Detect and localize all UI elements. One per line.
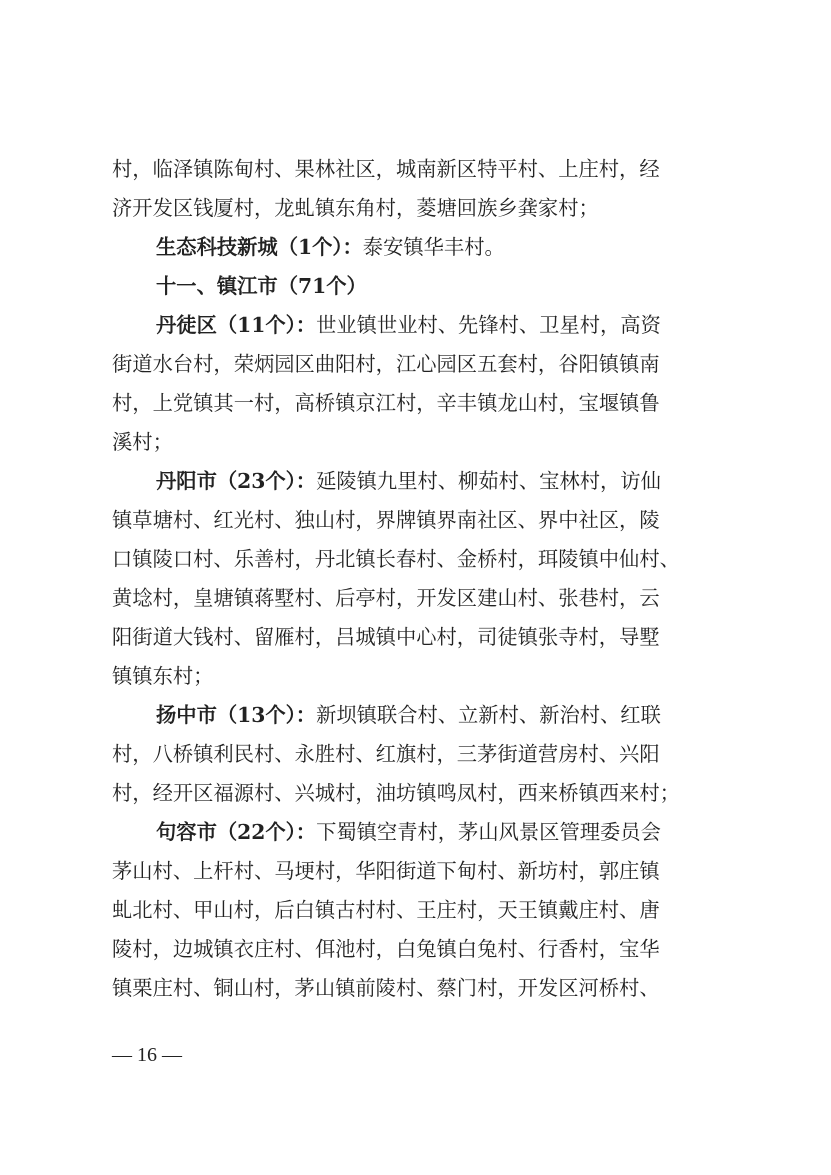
text-line	[112, 345, 722, 384]
section-heading: 十一、镇江市（71个）	[156, 274, 367, 298]
text-line	[112, 423, 722, 462]
line-text: 虬北村、甲山村，后白镇古村村、王庄村，天王镇戴庄村、唐	[112, 898, 660, 922]
text-line	[112, 462, 722, 501]
line-text: 阳街道大钱村、留雁村，吕城镇中心村，司徒镇张寺村，导墅	[112, 625, 660, 649]
text-line	[112, 930, 722, 969]
line-text: 村，经开区福源村、兴城村，油坊镇鸣凤村，西来桥镇西来村；	[112, 781, 680, 805]
page-number: — 16 —	[112, 1044, 182, 1066]
text-line	[112, 657, 722, 696]
line-text: 镇栗庄村、铜山村，茅山镇前陵村、蔡门村，开发区河桥村、	[112, 976, 660, 1000]
section-heading: 丹阳市（23个）：	[156, 469, 317, 493]
text-line	[112, 228, 722, 267]
text-line	[112, 891, 722, 930]
line-text: 黄埝村，皇塘镇蒋墅村、后亭村，开发区建山村、张巷村，云	[112, 586, 660, 610]
line-text: 村，八桥镇利民村、永胜村、红旗村，三茅街道营房村、兴阳	[112, 742, 660, 766]
line-text: 镇镇东村；	[112, 664, 214, 688]
line-text: 延陵镇九里村、柳茹村、宝林村，访仙	[316, 469, 661, 493]
section-heading: 丹徒区（11个）：	[156, 313, 317, 337]
line-text: 陵村，边城镇衣庄村、佴池村，白兔镇白兔村、行香村，宝华	[112, 937, 660, 961]
line-text: 下蜀镇空青村，茅山风景区管理委员会	[316, 820, 661, 844]
text-line	[112, 852, 722, 891]
text-line	[112, 813, 722, 852]
line-text: 溪村；	[112, 430, 173, 454]
line-text: 村，临泽镇陈甸村、果林社区，城南新区特平村、上庄村，经	[112, 157, 660, 181]
text-line	[112, 618, 722, 657]
text-line	[112, 579, 722, 618]
line-text: 新坝镇联合村、立新村、新治村、红联	[316, 703, 661, 727]
line-text: 泰安镇华丰村。	[362, 235, 505, 259]
text-line	[112, 501, 722, 540]
section-heading: 句容市（22个）：	[156, 820, 317, 844]
line-text: 口镇陵口村、乐善村，丹北镇长春村、金桥村，珥陵镇中仙村、	[112, 547, 680, 571]
line-text: 镇草塘村、红光村、独山村，界牌镇界南社区、界中社区，陵	[112, 508, 660, 532]
text-line	[112, 189, 722, 228]
line-text: 村，上党镇其一村，高桥镇京江村，辛丰镇龙山村，宝堰镇鲁	[112, 391, 660, 415]
line-text: 茅山村、上杆村、马埂村，华阳街道下甸村、新坊村，郭庄镇	[112, 859, 660, 883]
section-heading: 生态科技新城（1个）：	[156, 235, 363, 259]
text-line	[112, 735, 722, 774]
document-body	[112, 150, 722, 1008]
line-text: 世业镇世业村、先锋村、卫星村，高资	[316, 313, 661, 337]
text-line	[112, 969, 722, 1008]
line-text: 街道水台村，荣炳园区曲阳村，江心园区五套村，谷阳镇镇南	[112, 352, 660, 376]
text-line	[112, 384, 722, 423]
section-heading: 扬中市（13个）：	[156, 703, 317, 727]
text-line	[112, 696, 722, 735]
text-line	[112, 540, 722, 579]
text-line	[112, 267, 722, 306]
text-line	[112, 774, 722, 813]
text-line	[112, 150, 722, 189]
line-text: 济开发区钱厦村，龙虬镇东角村，菱塘回族乡龚家村；	[112, 196, 599, 220]
text-line	[112, 306, 722, 345]
